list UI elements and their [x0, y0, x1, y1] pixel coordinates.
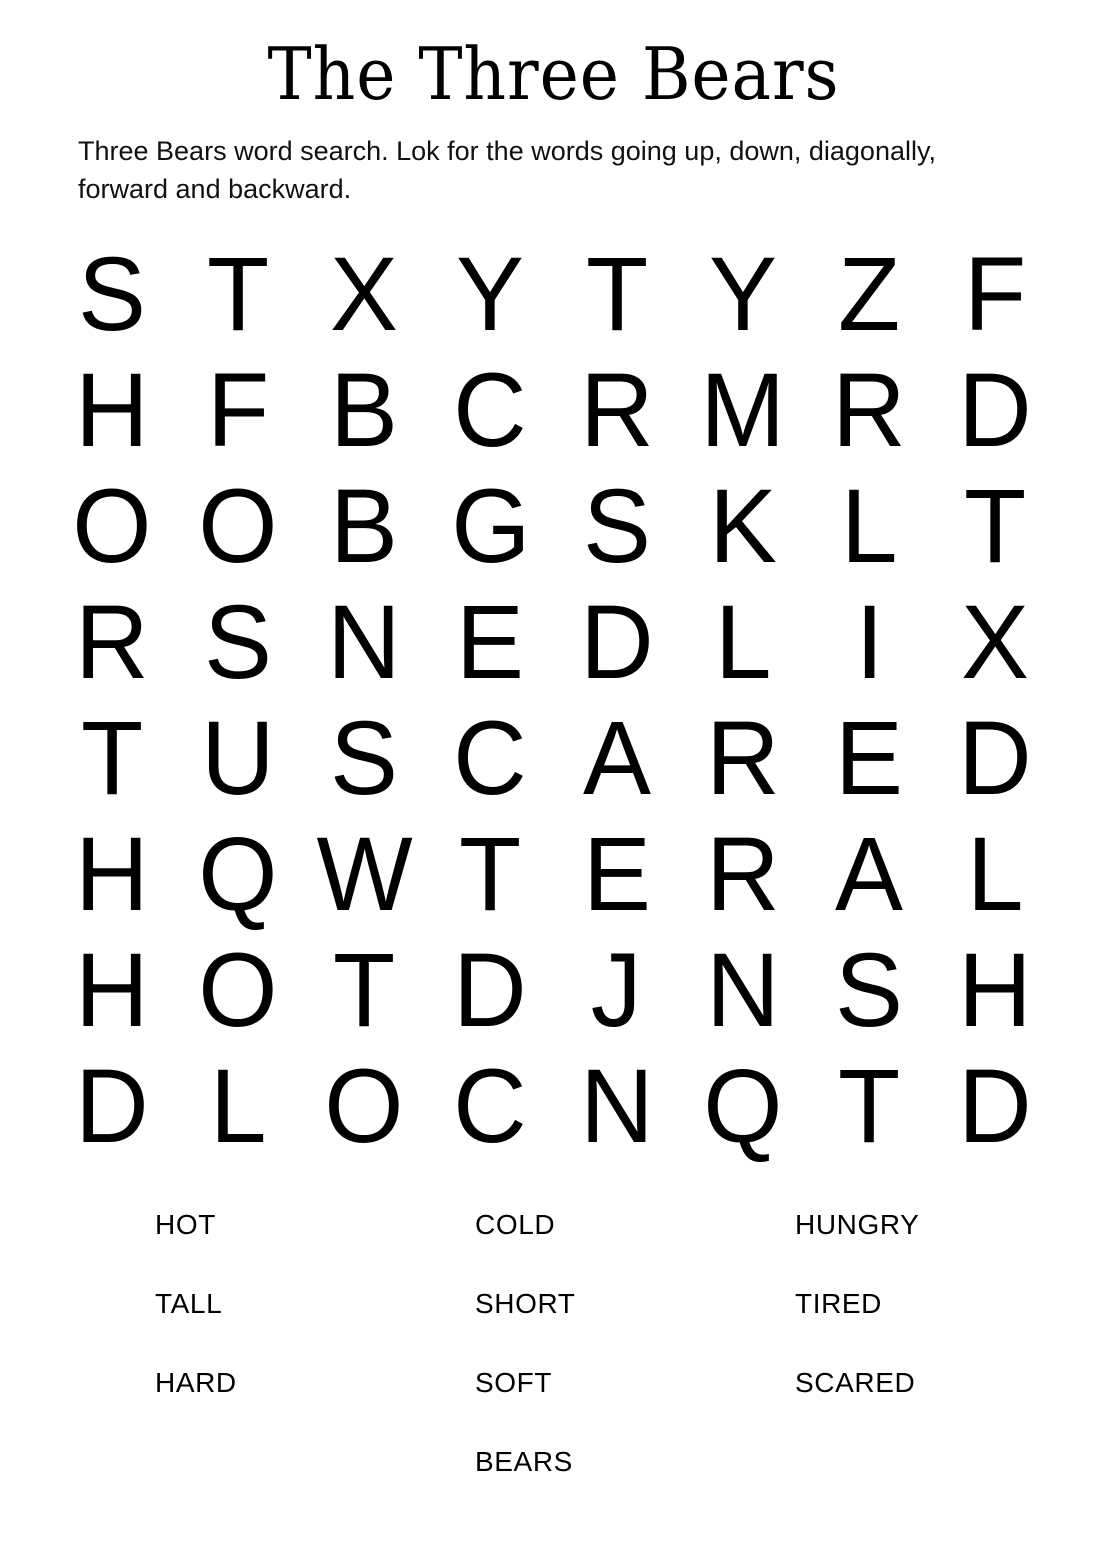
word-list-item: TALL [155, 1287, 223, 1319]
word-list-item: COLD [475, 1208, 556, 1240]
grid-letter: T [838, 1048, 901, 1166]
grid-letter: G [450, 468, 530, 586]
word-list-item: SCARED [795, 1366, 916, 1398]
grid-letter: D [958, 352, 1033, 470]
grid-letter: T [333, 932, 396, 1050]
grid-letter: M [700, 352, 786, 470]
grid-letter: X [330, 236, 399, 354]
grid-letter: K [708, 468, 777, 586]
grid-letter: A [835, 816, 904, 934]
grid-letter: C [453, 1048, 528, 1166]
grid-letter: S [203, 584, 272, 702]
word-list-item: TIRED [795, 1287, 882, 1319]
grid-letter: Z [838, 236, 901, 354]
grid-letter: N [579, 1048, 654, 1166]
grid-letter: R [706, 816, 780, 934]
word-list [0, 1209, 1107, 1525]
grid-letter: H [74, 932, 149, 1050]
grid-letter: T [459, 816, 522, 934]
grid-letter: A [582, 700, 651, 818]
word-search-grid [49, 237, 1059, 1165]
word-list-item: BEARS [475, 1445, 573, 1477]
grid-letter: B [330, 468, 399, 586]
grid-letter: Y [708, 236, 777, 354]
grid-letter: S [835, 932, 904, 1050]
grid-letter: D [579, 584, 654, 702]
grid-letter: L [209, 1048, 267, 1166]
grid-letter: W [316, 816, 413, 934]
grid-letter: C [453, 700, 528, 818]
grid-letter: D [453, 932, 528, 1050]
page-title: The Three Bears [267, 32, 840, 116]
grid-letter: H [74, 352, 149, 470]
grid-letter: T [964, 468, 1027, 586]
grid-letter: N [706, 932, 780, 1050]
grid-letter: F [964, 236, 1027, 354]
grid-letter: E [456, 584, 525, 702]
grid-letter: N [327, 584, 401, 702]
grid-letter: O [198, 932, 278, 1050]
grid-letter: T [80, 700, 143, 818]
grid-letter: O [198, 468, 278, 586]
word-list-item: HOT [155, 1208, 216, 1240]
grid-letter: T [585, 236, 648, 354]
grid-letter: S [582, 468, 651, 586]
grid-letter: R [832, 352, 906, 470]
grid-letter: H [74, 816, 149, 934]
grid-letter: T [206, 236, 269, 354]
grid-letter: H [958, 932, 1033, 1050]
grid-letter: R [706, 700, 780, 818]
grid-letter: B [330, 352, 399, 470]
grid-letter: D [958, 700, 1033, 818]
word-list-item: SHORT [475, 1287, 576, 1319]
grid-letter: Y [456, 236, 525, 354]
word-list-item: HARD [155, 1366, 237, 1398]
grid-letter: X [961, 584, 1030, 702]
instructions-text: Three Bears word search. Lok for the words going up, down, diagonally, forward and backward. [78, 136, 936, 205]
grid-letter: D [74, 1048, 149, 1166]
grid-letter: F [206, 352, 269, 470]
word-list-item: HUNGRY [795, 1208, 920, 1240]
grid-letter: L [967, 816, 1024, 934]
grid-letter: R [579, 352, 654, 470]
grid-letter: I [854, 584, 884, 702]
grid-letter: C [453, 352, 528, 470]
word-list-item: SOFT [475, 1366, 553, 1398]
grid-letter: S [330, 700, 399, 818]
grid-letter: R [74, 584, 149, 702]
grid-letter: L [714, 584, 772, 702]
grid-letter: Q [703, 1048, 783, 1166]
grid-letter: L [840, 468, 898, 586]
grid-letter: U [201, 700, 275, 818]
grid-letter: J [591, 932, 643, 1050]
grid-letter: E [582, 816, 651, 934]
grid-letter: Q [198, 816, 278, 934]
grid-letter: D [958, 1048, 1033, 1166]
grid-letter: S [77, 236, 146, 354]
grid-letter: O [324, 1048, 404, 1166]
grid-letter: O [72, 468, 152, 586]
grid-letter: E [835, 700, 904, 818]
